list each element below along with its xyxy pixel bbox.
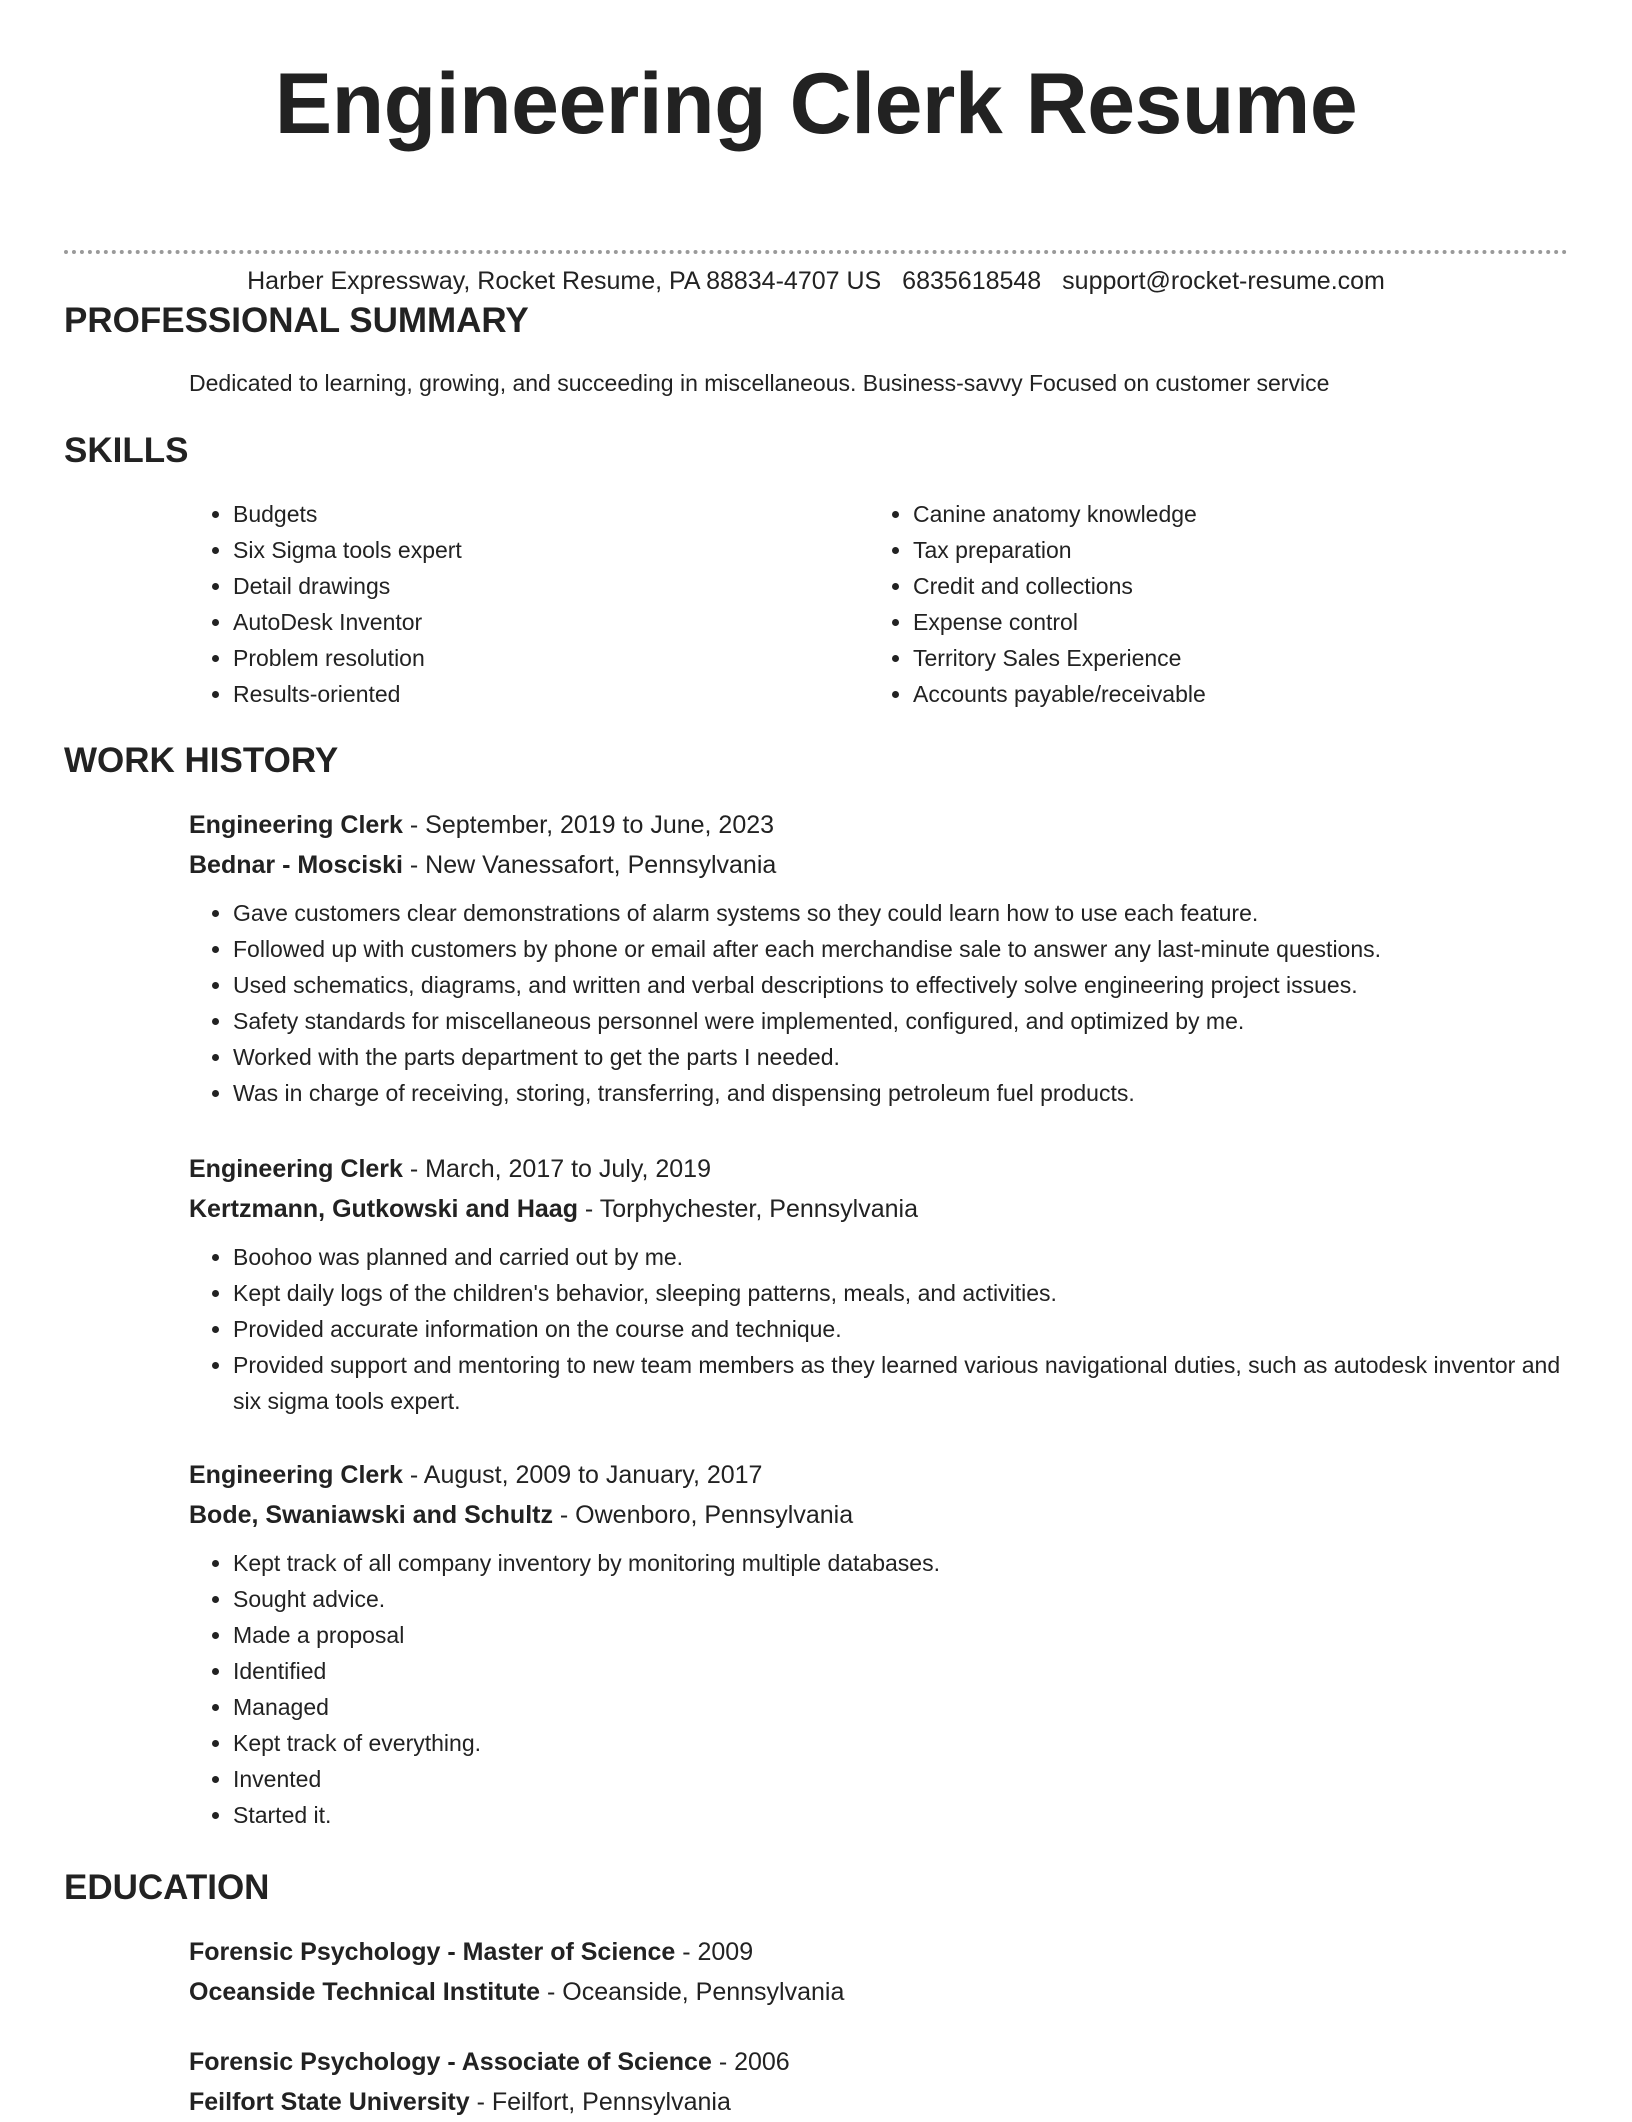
skill-item: • Expense control <box>913 604 1549 640</box>
job-bullet: • Identified <box>233 1653 1568 1689</box>
job-bullet: • Followed up with customers by phone or email after each merchandise sale to answer any last-minute questions. <box>233 931 1568 967</box>
skills-list <box>189 496 1568 712</box>
skill-item: • Problem resolution <box>233 640 869 676</box>
job-entry <box>189 1455 1568 1833</box>
job-bullet: • Used schematics, diagrams, and written and verbal descriptions to effectively solve engineering project issues. <box>233 967 1568 1003</box>
skill-item: • Canine anatomy knowledge <box>913 496 1549 532</box>
job-title: Engineering Clerk <box>189 811 403 839</box>
skill-item: • AutoDesk Inventor <box>233 604 869 640</box>
job-bullets <box>189 895 1568 1111</box>
job-bullet: • Worked with the parts department to get the parts I needed. <box>233 1039 1568 1075</box>
education-entry <box>189 1932 1568 2012</box>
skill-item: • Accounts payable/receivable <box>913 676 1549 712</box>
header-divider <box>64 250 1568 254</box>
education-heading: EDUCATION <box>64 1868 270 1907</box>
contact-email: support@rocket-resume.com <box>1062 267 1385 295</box>
job-bullet: • Provided accurate information on the course and technique. <box>233 1311 1568 1347</box>
edu-school-line <box>189 2082 1568 2122</box>
job-bullet: • Started it. <box>233 1797 1568 1833</box>
job-company-line <box>189 1495 1568 1535</box>
skills-column-left <box>189 496 869 712</box>
job-bullet: • Invented <box>233 1761 1568 1797</box>
contact-address: Harber Expressway, Rocket Resume, PA 88834-4707 US <box>247 267 882 295</box>
job-title-line <box>189 1455 1568 1495</box>
job-dates: - August, 2009 to January, 2017 <box>402 1461 763 1489</box>
education-entry <box>189 2042 1568 2122</box>
skill-item: • Territory Sales Experience <box>913 640 1549 676</box>
job-title: Engineering Clerk <box>189 1155 403 1183</box>
edu-location: - Oceanside, Pennsylvania <box>540 1978 845 2006</box>
skill-item: • Results-oriented <box>233 676 869 712</box>
edu-degree: Forensic Psychology - Master of Science <box>189 1938 676 1966</box>
skill-item: • Budgets <box>233 496 869 532</box>
job-bullet: • Sought advice. <box>233 1581 1568 1617</box>
resume-title: Engineering Clerk Resume <box>274 56 1358 152</box>
edu-year: - 2006 <box>711 2048 790 2076</box>
job-location: - New Vanessafort, Pennsylvania <box>402 851 777 879</box>
job-bullet: • Gave customers clear demonstrations of alarm systems so they could learn how to use each feature. <box>233 895 1568 931</box>
skill-item: • Detail drawings <box>233 568 869 604</box>
skill-item: • Six Sigma tools expert <box>233 532 869 568</box>
job-bullet: • Kept track of everything. <box>233 1725 1568 1761</box>
skills-column-right <box>869 496 1549 712</box>
skills-heading: SKILLS <box>64 431 189 470</box>
edu-location: - Feilfort, Pennsylvania <box>469 2088 731 2116</box>
job-bullets <box>189 1545 1568 1833</box>
job-entry <box>189 805 1568 1111</box>
job-bullet: • Kept daily logs of the children's behavior, sleeping patterns, meals, and activities. <box>233 1275 1568 1311</box>
job-dates: - September, 2019 to June, 2023 <box>402 811 775 839</box>
contact-phone: 6835618548 <box>902 267 1042 295</box>
job-company: Bode, Swaniawski and Schultz <box>189 1501 553 1529</box>
edu-degree: Forensic Psychology - Associate of Science <box>189 2048 712 2076</box>
job-company: Bednar - Mosciski <box>189 851 403 879</box>
skill-item: • Tax preparation <box>913 532 1549 568</box>
skill-item: • Credit and collections <box>913 568 1549 604</box>
edu-degree-line <box>189 2042 1568 2082</box>
job-title: Engineering Clerk <box>189 1461 403 1489</box>
job-bullets <box>189 1239 1568 1419</box>
contact-line <box>64 264 1568 298</box>
job-entry <box>189 1149 1568 1419</box>
job-bullet: • Boohoo was planned and carried out by me. <box>233 1239 1568 1275</box>
job-company-line <box>189 1189 1568 1229</box>
job-location: - Torphychester, Pennsylvania <box>577 1195 918 1223</box>
edu-school: Feilfort State University <box>189 2088 470 2116</box>
edu-school: Oceanside Technical Institute <box>189 1978 541 2006</box>
job-bullet: • Made a proposal <box>233 1617 1568 1653</box>
job-dates: - March, 2017 to July, 2019 <box>402 1155 711 1183</box>
job-company-line <box>189 845 1568 885</box>
job-bullet: • Was in charge of receiving, storing, transferring, and dispensing petroleum fuel products. <box>233 1075 1568 1111</box>
job-bullet: • Provided support and mentoring to new team members as they learned various navigational duties, such as autodesk inventor and six sigma tools expert. <box>233 1347 1568 1419</box>
work-heading: WORK HISTORY <box>64 741 339 780</box>
job-bullet: • Kept track of all company inventory by monitoring multiple databases. <box>233 1545 1568 1581</box>
job-location: - Owenboro, Pennsylvania <box>552 1501 854 1529</box>
job-title-line <box>189 805 1568 845</box>
summary-text: Dedicated to learning, growing, and succeeding in miscellaneous. Business-savvy Focused on customer service <box>189 370 1330 396</box>
job-bullet: • Managed <box>233 1689 1568 1725</box>
edu-degree-line <box>189 1932 1568 1972</box>
job-bullet: • Safety standards for miscellaneous personnel were implemented, configured, and optimized by me. <box>233 1003 1568 1039</box>
edu-year: - 2009 <box>675 1938 754 1966</box>
edu-school-line <box>189 1972 1568 2012</box>
job-company: Kertzmann, Gutkowski and Haag <box>189 1195 578 1223</box>
job-title-line <box>189 1149 1568 1189</box>
summary-heading: PROFESSIONAL SUMMARY <box>64 301 529 340</box>
